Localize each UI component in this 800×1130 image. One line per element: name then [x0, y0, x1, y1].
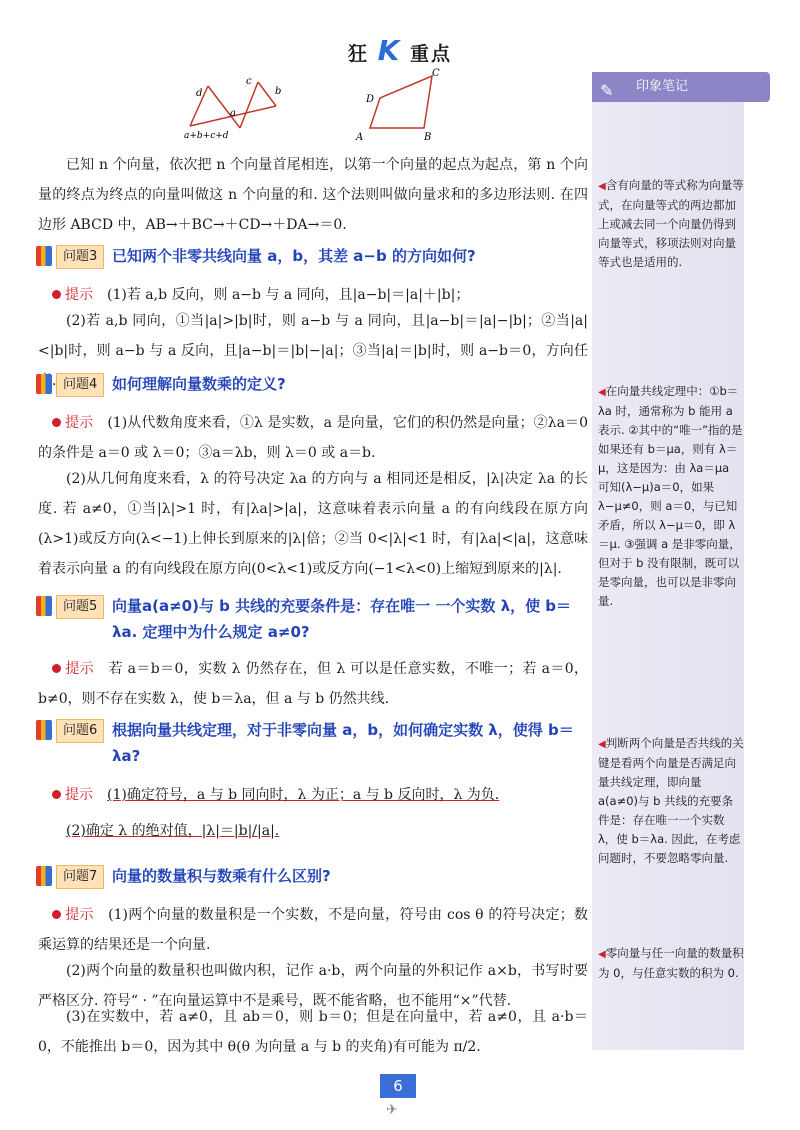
header-right: 重点 — [409, 43, 452, 65]
tip-paragraph: (2)两个向量的数量积也叫做内积，记作 a·b，两个向量的外积记作 a×b，书写时要严格区分. 符号“ · ”在向量运算中不是乘号，既不能省略，也不能用“×”代替. — [38, 963, 588, 1009]
svg-text:c: c — [246, 76, 252, 87]
question-title: 根据向量共线定理，对于非零向量 a，b，如何确定实数 λ，使得 b＝λa? — [112, 721, 574, 765]
svg-text:A: A — [356, 132, 364, 143]
note-item: ◀含有向量的等式称为向量等式，在向量等式的两边都加上或减去同一个向量仍得到向量等式，移项法则对向量等式也是适用的. — [598, 178, 744, 269]
book-icon — [36, 866, 52, 886]
question-title: 如何理解向量数乘的定义? — [112, 375, 286, 393]
tip-paragraph: 提示 (1)从代数角度来看，①λ 是实数，a 是向量，它们的积仍然是向量；②λa＝0 的条件是 a＝0 或 λ＝0；③a＝λb，则 λ＝0 或 a＝b. — [38, 415, 589, 461]
notes-sidebar-header — [592, 72, 770, 102]
tip-paragraph: (3)在实数中，若 a≠0，且 ab＝0，则 b＝0；但是在向量中，若 a≠0，且 a·b＝0，不能推出 b＝0，因为其中 θ(θ 为向量 a 与 b 的夹角)有可能为 π/2. — [38, 1009, 588, 1055]
tip-paragraph: 提示 (1)确定符号，a 与 b 同向时，λ 为正；a 与 b 反向时，λ 为负. — [38, 780, 588, 810]
tip-paragraph: 提示 (1)若 a,b 反向，则 a−b 与 a 同向，且|a−b|＝|a|＋|b|； — [38, 280, 588, 310]
svg-text:b: b — [275, 86, 282, 97]
svg-text:B: B — [424, 132, 432, 143]
tip-label: 提示 — [52, 907, 94, 923]
question-tag: 问题6 — [56, 719, 104, 743]
triangle-icon: ◀ — [598, 387, 606, 398]
book-icon — [36, 596, 52, 616]
tip-dot-icon — [52, 790, 61, 799]
quadrilateral-abcd-figure — [352, 66, 452, 144]
intro-paragraph: 已知 n 个向量，依次把 n 个向量首尾相连，以第一个向量的起点为起点，第 n 个向量的终点为终点的向量叫做这 n 个向量的和. 这个法则叫做向量求和的多边形法则. 在四边形 ABCD 中，AB→＋BC→＋CD→＋DA→＝0. — [38, 157, 588, 233]
page-number: 6 — [380, 1074, 416, 1098]
tip-paragraph: (2)从几何角度来看，λ 的符号决定 λa 的方向与 a 相同还是相反，|λ|决定 λa 的长度. 若 a≠0，①当|λ|>1 时，有|λa|>|a|，这意味着表示向量 a 的有向线段在原方向(λ>1)或反方向(λ<−1)上伸长到原来的|λ|倍；②当 0<|λ|<1 时，有|λa|<|a|，这意味着表示向量 a 的有向线段在原方向(0<λ<1)或反方向(−1<λ<0)上缩短到原来的|λ|. — [38, 471, 588, 577]
svg-text:d: d — [196, 88, 203, 99]
tip-dot-icon — [52, 664, 61, 673]
svg-text:a+b+c+d: a+b+c+d — [184, 131, 229, 141]
tip-paragraph: (2)确定 λ 的绝对值，|λ|＝|b|/|a|. — [66, 823, 280, 839]
question-tag: 问题3 — [56, 245, 104, 269]
svg-text:a: a — [230, 108, 236, 119]
sidebar-title: 印象笔记 — [636, 79, 689, 94]
tip-paragraph: (2)若 a,b 同向，①当|a|>|b|时，则 a−b 与 a 同向，且|a−b|＝|a|−|b|；②当|a|<|b|时，则 a−b 与 a 反向，且|a−b|＝|b|−|a|；③当|a|＝|b|时，则 a−b＝0，方向任 . — [38, 313, 588, 389]
book-icon — [36, 720, 52, 740]
svg-text:D: D — [366, 94, 375, 105]
header-left: 狂 — [348, 43, 370, 65]
question-tag: 问题5 — [56, 595, 104, 619]
vector-polygon-figure — [180, 66, 290, 146]
question-7-bar — [36, 862, 591, 890]
tip-label: 提示 — [52, 287, 93, 303]
note-item: ◀判断两个向量是否共线的关键是看两个向量是否满足向量共线定理，即向量 a(a≠0)与 b 共线的充要条件是：存在唯一一个实数 λ，使 b＝λa. 因此，在考虑问题时，不要忽略零向量. — [598, 736, 744, 865]
tip-label: 提示 — [52, 787, 93, 803]
triangle-icon: ◀ — [598, 949, 606, 960]
page-header — [0, 34, 800, 67]
header-k-logo: K — [377, 34, 402, 67]
bird-icon: ✈ — [386, 1102, 398, 1118]
book-icon — [36, 374, 52, 394]
tip-paragraph: 提示 (1)两个向量的数量积是一个实数，不是向量，符号由 cos θ 的符号决定；数乘运算的结果还是一个向量. — [38, 907, 588, 953]
note-item: ◀零向量与任一向量的数量积为 0，与任意实数的积为 0. — [598, 946, 744, 980]
question-title: 向量a(a≠0)与 b 共线的充要条件是：存在唯一 一个实数 λ，使 b＝λa. 定理中为什么规定 a≠0? — [112, 597, 572, 641]
triangle-icon: ◀ — [598, 181, 606, 192]
question-title: 已知两个非零共线向量 a，b，其差 a−b 的方向如何? — [112, 247, 476, 265]
svg-text:C: C — [432, 68, 440, 79]
note-item: ◀在向量共线定理中：①b＝λa 时，通常称为 b 能用 a 表示. ②其中的“唯一”指的是如果还有 b＝μa，则有 λ＝μ，这是因为：由 λa＝μa 可知(λ−μ)a＝0，如果 λ−μ≠0，则 a＝0，与已知矛盾，所以 λ−μ＝0，即 λ＝μ. ③强调 a 是非零向量，但对于 b 没有限制，既可以是零向量，也可以是非零向量. — [598, 384, 743, 608]
tip-dot-icon — [52, 910, 61, 919]
tip-label: 提示 — [52, 661, 94, 677]
question-4-bar — [36, 370, 591, 398]
tip-paragraph: 提示 若 a＝b＝0，实数 λ 仍然存在，但 λ 可以是任意实数，不唯一；若 a＝0，b≠0，则不存在实数 λ，使 b＝λa，但 a 与 b 仍然共线. — [38, 661, 589, 707]
triangle-icon: ◀ — [598, 739, 606, 750]
question-5-bar — [36, 592, 591, 648]
question-3-bar — [36, 242, 591, 270]
book-icon — [36, 246, 52, 266]
tip-label: 提示 — [52, 415, 93, 431]
tip-dot-icon — [52, 290, 61, 299]
tip-dot-icon — [52, 418, 61, 427]
doodle-icon: ✎ — [600, 81, 614, 100]
question-title: 向量的数量积与数乘有什么区别? — [112, 867, 331, 885]
question-6-bar — [36, 716, 591, 772]
question-tag: 问题7 — [56, 865, 104, 889]
question-tag: 问题4 — [56, 373, 104, 397]
